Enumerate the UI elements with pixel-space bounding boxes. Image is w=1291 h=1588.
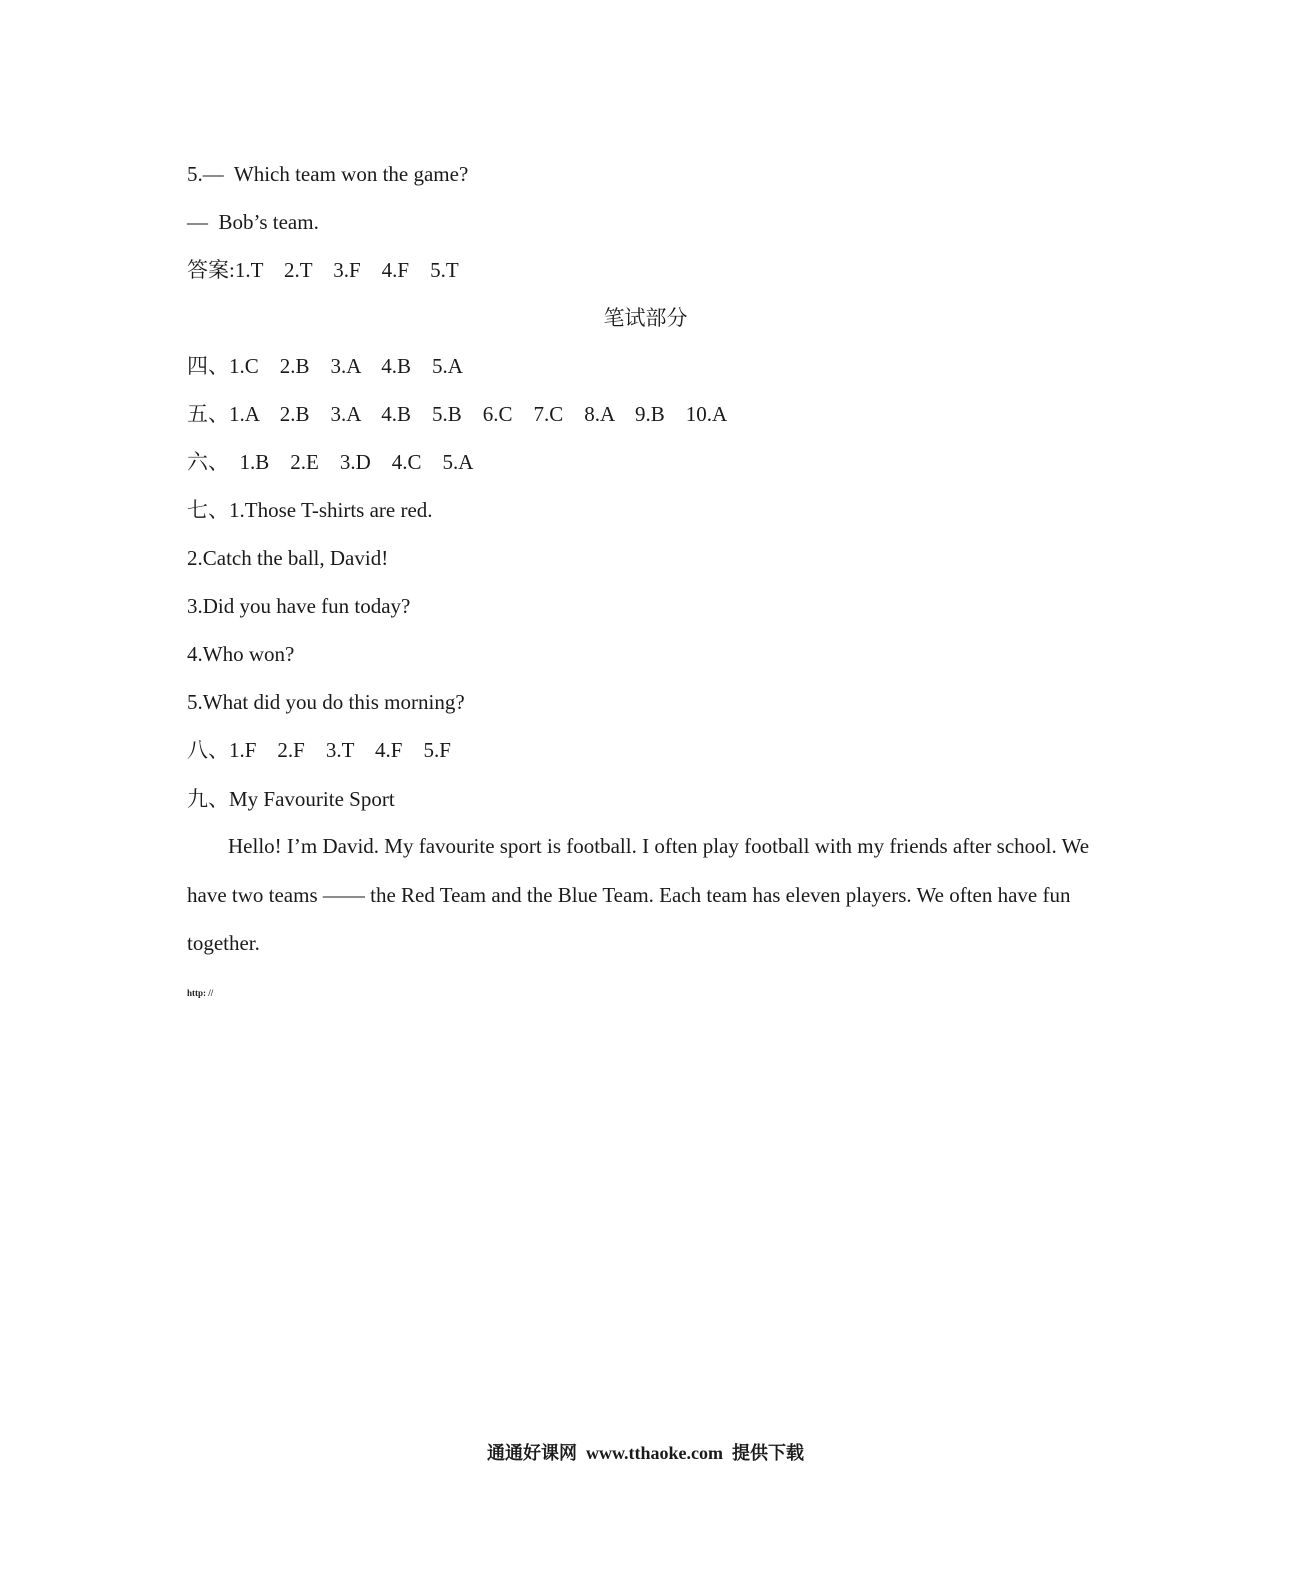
section-4-answers: 四、1.C 2.B 3.A 4.B 5.A — [187, 354, 463, 378]
small-url-text: http: // — [187, 988, 214, 998]
section-8-answers: 八、1.F 2.F 3.T 4.F 5.F — [187, 738, 451, 762]
footer-credit: 通通好课网 www.tthaoke.com 提供下载 — [487, 1443, 804, 1463]
section-7-item: 2.Catch the ball, David! — [187, 546, 389, 570]
essay-paragraph: Hello! I’m David. My favourite sport is football. I often play football with my friends after school. We have two teams —— the Red Team and the Blue Team. Each team has eleven players. We often have fun together. — [187, 834, 1090, 955]
written-section-heading: 笔试部分 — [603, 306, 688, 330]
section-6-answers: 六、 1.B 2.E 3.D 4.C 5.A — [187, 450, 474, 474]
section-7-item: 七、1.Those T-shirts are red. — [187, 498, 433, 522]
q5-question: 5.— Which team won the game? — [187, 162, 469, 186]
section-7-item: 3.Did you have fun today? — [187, 594, 411, 618]
section-7-item: 4.Who won? — [187, 642, 295, 666]
listening-answers: 答案:1.T 2.T 3.F 4.F 5.T — [187, 258, 459, 282]
section-7-item: 5.What did you do this morning? — [187, 690, 465, 714]
section-5-answers: 五、1.A 2.B 3.A 4.B 5.B 6.C 7.C 8.A 9.B 10.A — [187, 402, 728, 426]
section-9-title: 九、My Favourite Sport — [187, 787, 395, 811]
q5-answer: — Bob’s team. — [187, 210, 319, 234]
